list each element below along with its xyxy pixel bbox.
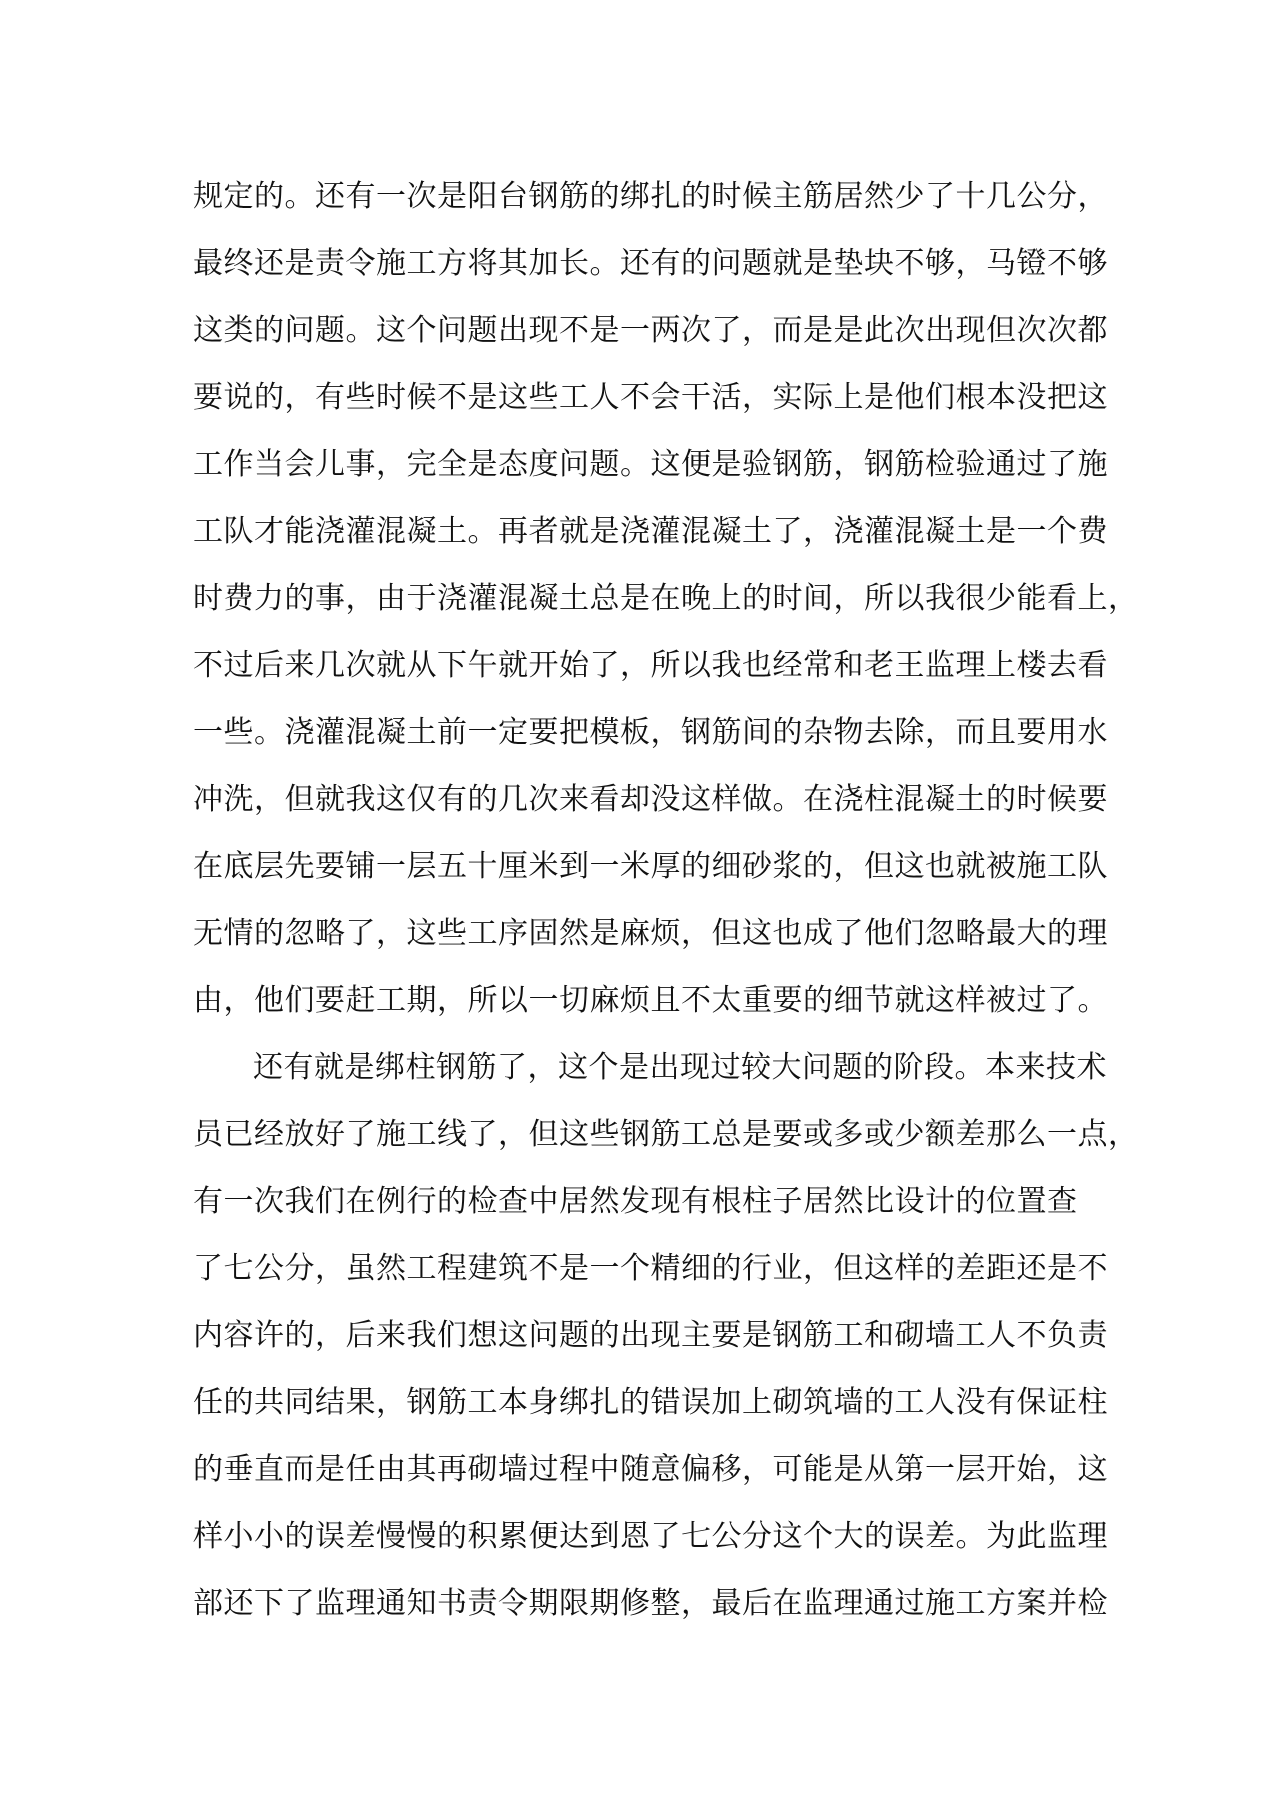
text-line-16: 有一次我们在例行的检查中居然发现有根柱子居然比设计的位置查 bbox=[193, 1184, 1078, 1219]
text-line-1: 规定的。还有一次是阳台钢筋的绑扎的时候主筋居然少了十几公分， bbox=[193, 179, 1108, 214]
text-line-22: 部还下了监理通知书责令期限期修整，最后在监理通过施工方案并检 bbox=[193, 1586, 1108, 1621]
text-line-19: 任的共同结果，钢筋工本身绑扎的错误加上砌筑墙的工人没有保证柱 bbox=[193, 1385, 1108, 1420]
text-line-7: 时费力的事，由于浇灌混凝土总是在晚上的时间，所以我很少能看上， bbox=[193, 581, 1139, 616]
text-line-12: 无情的忽略了，这些工序固然是麻烦，但这也成了他们忽略最大的理 bbox=[193, 916, 1108, 951]
text-line-11: 在底层先要铺一层五十厘米到一米厚的细砂浆的，但这也就被施工队 bbox=[193, 849, 1108, 884]
text-line-8: 不过后来几次就从下午就开始了，所以我也经常和老王监理上楼去看 bbox=[193, 648, 1108, 683]
text-line-17: 了七公分，虽然工程建筑不是一个精细的行业，但这样的差距还是不 bbox=[193, 1251, 1108, 1286]
text-line-18: 内容许的，后来我们想这问题的出现主要是钢筋工和砌墙工人不负责 bbox=[193, 1318, 1108, 1353]
text-line-15: 员已经放好了施工线了，但这些钢筋工总是要或多或少额差那么一点， bbox=[193, 1117, 1139, 1152]
text-line-14: 还有就是绑柱钢筋了，这个是出现过较大问题的阶段。本来技术 bbox=[253, 1050, 1107, 1085]
text-line-5: 工作当会儿事，完全是态度问题。这便是验钢筋，钢筋检验通过了施 bbox=[193, 447, 1108, 482]
text-line-13: 由，他们要赶工期，所以一切麻烦且不太重要的细节就这样被过了。 bbox=[193, 983, 1108, 1018]
text-line-2: 最终还是责令施工方将其加长。还有的问题就是垫块不够，马镫不够 bbox=[193, 246, 1108, 281]
text-line-21: 样小小的误差慢慢的积累便达到恩了七公分这个大的误差。为此监理 bbox=[193, 1519, 1108, 1554]
text-line-20: 的垂直而是任由其再砌墙过程中随意偏移，可能是从第一层开始，这 bbox=[193, 1452, 1108, 1487]
text-line-3: 这类的问题。这个问题出现不是一两次了，而是是此次出现但次次都 bbox=[193, 313, 1108, 348]
text-line-6: 工队才能浇灌混凝土。再者就是浇灌混凝土了，浇灌混凝土是一个费 bbox=[193, 514, 1108, 549]
text-line-4: 要说的，有些时候不是这些工人不会干活，实际上是他们根本没把这 bbox=[193, 380, 1108, 415]
text-line-10: 冲洗，但就我这仅有的几次来看却没这样做。在浇柱混凝土的时候要 bbox=[193, 782, 1108, 817]
text-line-9: 一些。浇灌混凝土前一定要把模板，钢筋间的杂物去除，而且要用水 bbox=[193, 715, 1108, 750]
body-text bbox=[193, 163, 1139, 1637]
